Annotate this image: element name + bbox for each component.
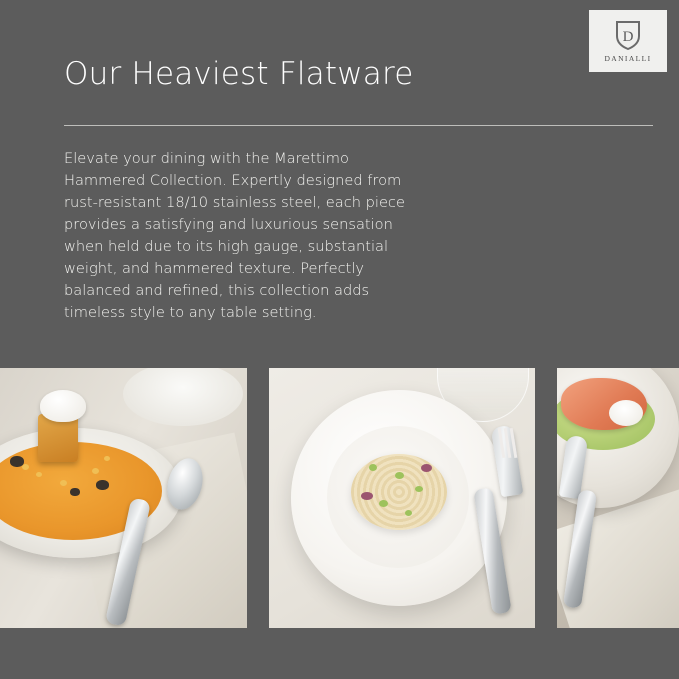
svg-text:D: D — [622, 28, 634, 45]
copy-block — [64, 53, 654, 339]
brand-wordmark: DANIALLI — [604, 53, 652, 63]
photo-soup-bowl-with-spoon — [0, 368, 247, 628]
photo-pasta-plate-with-fork — [269, 368, 535, 628]
photo-salmon-plate-with-fork — [557, 368, 679, 628]
page-title: Our Heaviest Flatware — [64, 56, 414, 92]
shield-logo-icon — [615, 20, 641, 50]
body-paragraph: Elevate your dining with the Marettimo Hammered Collection. Expertly designed from rust-resistant 18/10 stainless steel, each piece provides a satisfying and luxurious sensation when held due to its high gauge, substantial weight, and hammered texture. Perfectly balanced and refined, this collection adds timeless style to any table setting. — [64, 150, 405, 321]
photo-gallery — [0, 368, 679, 628]
divider — [64, 125, 653, 126]
